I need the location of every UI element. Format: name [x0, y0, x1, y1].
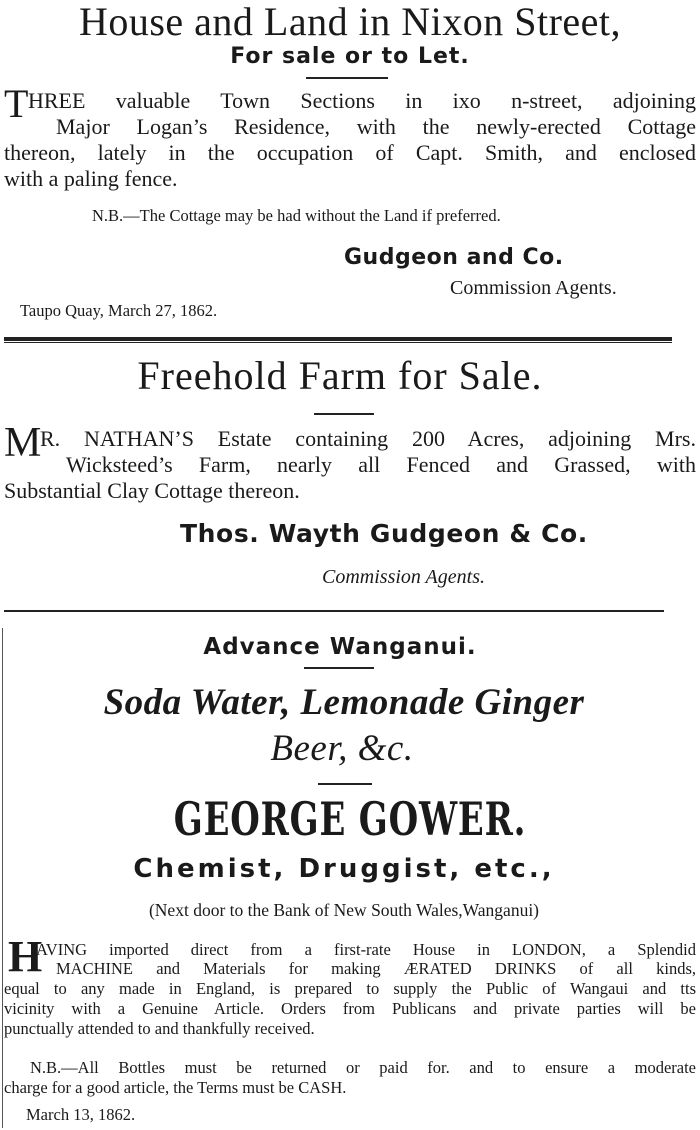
ad1-dropcap: T: [4, 81, 29, 126]
section-divider-2: [4, 610, 664, 612]
left-margin-rule: [2, 628, 3, 1128]
ad3-line-2: MACHINE and Materials for making ÆRATED DRINKS of all kinds,: [56, 959, 696, 978]
ad1-line-3: thereon, lately in the occupation of Capt. Smith, and enclosed: [4, 140, 696, 165]
ad1-line-2: Major Logan’s Residence, with the newly-erected Cottage: [56, 114, 696, 139]
ad3-address: (Next door to the Bank of New South Wales,Wanganui): [148, 900, 540, 920]
ad3-line-4: vicinity with a Genuine Article. Orders from Publicans and private parties will be: [4, 999, 696, 1018]
ad3-heading: Advance Wanganui.: [203, 634, 477, 660]
ad3-profession: Chemist, Druggist, etc.,: [133, 854, 555, 884]
ad3-product-line-1: Soda Water, Lemonade Ginger: [103, 682, 585, 723]
ad2-agent-title: Commission Agents.: [322, 566, 485, 588]
ad3-line-1: AVING imported direct from a first-rate House in LONDON, a Splendid: [36, 940, 696, 959]
ad2-agent: Thos. Wayth Gudgeon & Co.: [180, 519, 588, 548]
ad3-short-rule-1: [304, 667, 374, 669]
ad3-nb-line-2: charge for a good article, the Terms must be CASH.: [4, 1078, 347, 1097]
ad1-agent: Gudgeon and Co.: [344, 245, 564, 270]
ad2-line-2: Wicksteed’s Farm, nearly all Fenced and Grassed, with: [66, 452, 696, 477]
ad3-short-rule-2: [318, 783, 372, 785]
ad2-short-rule: [314, 413, 374, 415]
ad1-line-1: HREE valuable Town Sections in ixo n-street, adjoining: [28, 88, 696, 113]
ad3-product-line-2: Beer, &c.: [270, 728, 414, 769]
ad3-line-5: punctually attended to and thankfully received.: [4, 1019, 315, 1038]
ad1-line-4: with a paling fence.: [4, 166, 178, 191]
ad3-date: March 13, 1862.: [26, 1105, 136, 1124]
ad1-short-rule: [306, 77, 388, 79]
ad3-line-3: equal to any made in England, is prepared to supply the Public of Wangaui and tts: [4, 979, 696, 998]
ad3-name: GEORGE GOWER.: [173, 792, 527, 846]
ad2-line-3: Substantial Clay Cottage thereon.: [4, 478, 300, 503]
ad2-dropcap: M: [4, 420, 42, 466]
ad2-title: Freehold Farm for Sale.: [137, 353, 543, 398]
ad3-dropcap: H: [8, 932, 43, 981]
ad3-nb-line-1: N.B.—All Bottles must be returned or paid for. and to ensure a moderate: [30, 1058, 696, 1077]
ad1-title: House and Land in Nixon Street,: [78, 0, 622, 44]
ad1-nb: N.B.—The Cottage may be had without the Land if preferred.: [92, 206, 501, 225]
ad1-subtitle: For sale or to Let.: [230, 44, 470, 69]
section-divider-1: [4, 337, 672, 341]
section-divider-1b: [4, 342, 672, 343]
ad1-date: Taupo Quay, March 27, 1862.: [20, 301, 218, 320]
ad2-line-1: R. NATHAN’S Estate containing 200 Acres, adjoining Mrs.: [40, 426, 696, 451]
ad1-agent-title: Commission Agents.: [450, 277, 617, 299]
